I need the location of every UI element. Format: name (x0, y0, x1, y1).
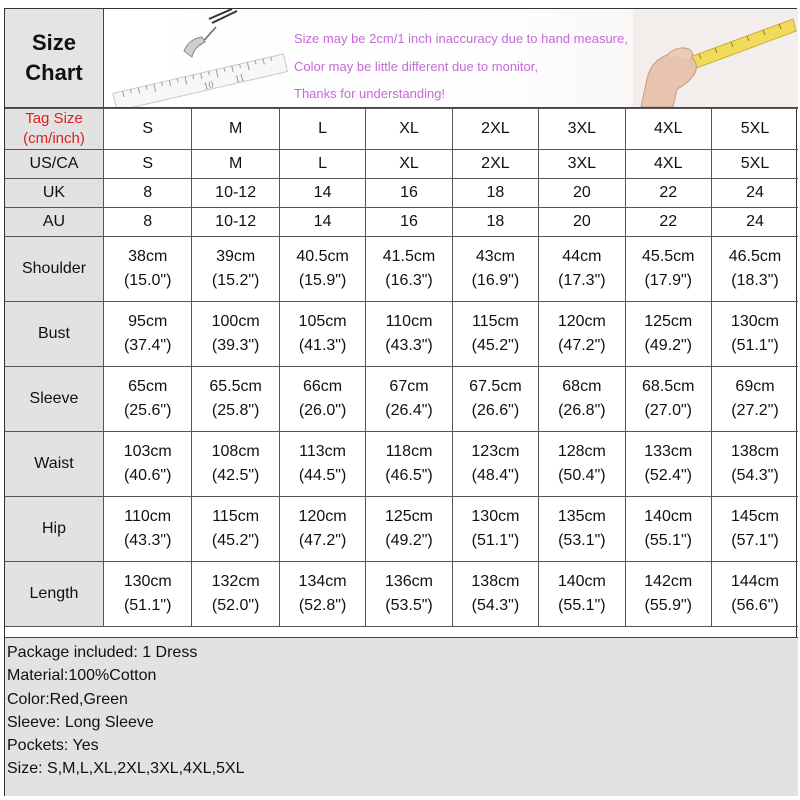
size-cell (711, 302, 798, 367)
title-line-1: Size (31, 30, 76, 55)
row-label (5, 367, 103, 432)
inch-value: (41.3") (298, 337, 347, 354)
inch-value: (46.5") (385, 467, 433, 484)
inch-value: (16.9") (471, 272, 520, 289)
inch-value: (47.2") (558, 337, 606, 354)
ruler-number-10: 10 (202, 79, 215, 93)
inch-value: (16.3") (385, 272, 433, 289)
inch-value: (50.4") (558, 467, 606, 484)
cm-value: 44cm (562, 248, 602, 265)
inch-value: (43.3") (123, 532, 172, 549)
size-cell: 8 (103, 179, 191, 208)
size-cell (452, 497, 538, 562)
size-cell (711, 237, 798, 302)
inch-value: (26.8") (558, 402, 606, 419)
size-cell: 14 (279, 208, 365, 237)
size-cell (103, 497, 191, 562)
inch-value: (49.2") (385, 532, 433, 549)
cm-value: 65.5cm (209, 378, 262, 395)
inch-value: (17.9") (644, 272, 692, 289)
info-sizes: Size: S,M,L,XL,2XL,3XL,4XL,5XL (7, 760, 245, 778)
inch-value: (26.4") (385, 402, 433, 419)
info-sleeve: Sleeve: Long Sleeve (7, 713, 154, 731)
inch-value: (27.2") (731, 402, 779, 419)
inch-value: (52.4") (644, 467, 692, 484)
size-cell (711, 432, 798, 497)
size-cell (625, 432, 711, 497)
size-cell (366, 237, 452, 302)
cm-value: 145cm (730, 508, 779, 525)
size-chart-title (5, 9, 104, 107)
row-label-line: (cm/inch) (23, 130, 85, 147)
cm-value: 133cm (644, 443, 693, 460)
inch-value: (25.8") (211, 402, 260, 419)
inch-value: (51.1") (471, 532, 520, 549)
size-cell: XL (366, 150, 452, 179)
size-cell: 22 (625, 179, 711, 208)
cm-value: 138cm (471, 573, 520, 590)
cm-value: 128cm (557, 443, 606, 460)
size-cell: 20 (539, 208, 625, 237)
inch-value: (51.1") (731, 337, 779, 354)
size-cell (279, 562, 365, 627)
inch-value: (18.3") (731, 272, 779, 289)
row-label-line: AU (42, 213, 66, 230)
row-label (5, 150, 103, 179)
table-row (5, 562, 798, 627)
row-label-line: Bust (37, 325, 70, 342)
table-row (5, 208, 798, 237)
inch-value: (45.2") (211, 532, 260, 549)
size-table (5, 108, 798, 627)
cm-value: 68.5cm (642, 378, 695, 395)
size-cell (192, 497, 279, 562)
cm-value: 43cm (475, 248, 515, 265)
size-cell (711, 497, 798, 562)
size-cell: 18 (452, 208, 538, 237)
cm-value: 115cm (212, 508, 260, 525)
size-cell (452, 432, 538, 497)
row-label-line: Tag Size (25, 110, 83, 127)
cm-value: 110cm (124, 508, 172, 525)
size-cell (452, 562, 538, 627)
size-cell (539, 562, 625, 627)
cm-value: 103cm (123, 443, 172, 460)
cm-value: 46.5cm (728, 248, 782, 265)
row-label-line: Length (29, 585, 79, 602)
cm-value: 135cm (557, 508, 606, 525)
cm-value: 67cm (389, 378, 429, 395)
cm-value: 115cm (471, 313, 519, 330)
info-material: Material:100%Cotton (7, 667, 157, 685)
cm-value: 100cm (211, 313, 260, 330)
row-label (5, 302, 103, 367)
size-cell (366, 367, 452, 432)
info-color: Color:Red,Green (7, 690, 128, 708)
size-cell: 5XL (711, 150, 798, 179)
row-label (5, 432, 103, 497)
cm-value: 140cm (644, 508, 693, 525)
size-cell (711, 367, 798, 432)
inch-value: (55.1") (558, 597, 606, 614)
cm-value: 110cm (385, 313, 433, 330)
table-row (5, 179, 798, 208)
cm-value: 138cm (730, 443, 779, 460)
inch-value: (26.0") (298, 402, 347, 419)
size-cell (192, 432, 279, 497)
chart-header (5, 9, 798, 108)
header-illustration (104, 9, 798, 107)
cm-value: 125cm (384, 508, 433, 525)
size-cell: 10-12 (192, 208, 279, 237)
inch-value: (54.3") (471, 597, 520, 614)
size-cell: S (103, 150, 191, 179)
inch-value: (49.2") (644, 337, 692, 354)
row-label (5, 237, 103, 302)
size-cell: 16 (366, 208, 452, 237)
row-label-line: Waist (34, 455, 74, 472)
cm-value: 130cm (730, 313, 779, 330)
inch-value: (51.1") (123, 597, 172, 614)
size-chart (4, 8, 797, 796)
row-label (5, 109, 103, 150)
cm-value: 69cm (735, 378, 775, 395)
size-cell (539, 432, 625, 497)
table-row (5, 302, 798, 367)
cm-value: 68cm (562, 378, 602, 395)
size-cell: 4XL (625, 150, 711, 179)
size-cell (366, 302, 452, 367)
cm-value: 118cm (385, 443, 433, 460)
inch-value: (37.4") (123, 337, 172, 354)
size-cell: 16 (366, 179, 452, 208)
size-cell (279, 432, 365, 497)
size-cell: 10-12 (192, 179, 279, 208)
size-cell (539, 367, 625, 432)
size-cell: 18 (452, 179, 538, 208)
size-cell (539, 302, 625, 367)
inch-value: (43.3") (385, 337, 433, 354)
row-label (5, 179, 103, 208)
inch-value: (56.6") (731, 597, 779, 614)
size-cell (103, 562, 191, 627)
title-line-2: Chart (25, 60, 83, 85)
cm-value: 142cm (644, 573, 693, 590)
cm-value: 40.5cm (296, 248, 349, 265)
row-label (5, 208, 103, 237)
table-row (5, 367, 798, 432)
info-pockets: Pockets: Yes (7, 737, 99, 755)
inch-value: (55.1") (644, 532, 692, 549)
cm-value: 136cm (384, 573, 433, 590)
size-cell: M (192, 150, 279, 179)
inch-value: (54.3") (731, 467, 779, 484)
size-cell (192, 562, 279, 627)
row-label (5, 497, 103, 562)
info-package: Package included: 1 Dress (7, 644, 198, 661)
cm-value: 140cm (557, 573, 606, 590)
size-cell (625, 302, 711, 367)
row-label-line: Hip (41, 520, 66, 537)
size-cell (539, 237, 625, 302)
cm-value: 120cm (557, 313, 606, 330)
table-row (5, 150, 798, 179)
inch-value: (53.5") (385, 597, 433, 614)
size-cell (103, 432, 191, 497)
cm-value: 65cm (128, 378, 168, 395)
size-cell: 14 (279, 179, 365, 208)
size-cell (625, 562, 711, 627)
notice-line-2: Color may be little different due to monitor, (294, 59, 538, 74)
inch-value: (53.1") (558, 532, 606, 549)
size-cell (711, 562, 798, 627)
size-cell (452, 237, 538, 302)
cm-value: 66cm (303, 378, 343, 395)
size-cell (279, 497, 365, 562)
inch-value: (25.6") (123, 402, 172, 419)
inch-value: (52.0") (211, 597, 260, 614)
notice-line-1: Size may be 2cm/1 inch inaccuracy due to hand measure, (294, 31, 628, 46)
size-cell: 3XL (539, 109, 625, 150)
size-cell (103, 302, 191, 367)
size-cell: XL (366, 109, 452, 150)
inch-value: (15.2") (211, 272, 260, 289)
cm-value: 120cm (298, 508, 347, 525)
cm-value: 125cm (644, 313, 693, 330)
size-cell (366, 497, 452, 562)
cm-value: 41.5cm (382, 248, 436, 265)
size-cell (452, 367, 538, 432)
size-cell (625, 497, 711, 562)
cm-value: 105cm (298, 313, 347, 330)
inch-value: (52.8") (298, 597, 347, 614)
inch-value: (27.0") (644, 402, 692, 419)
inch-value: (15.0") (123, 272, 172, 289)
size-cell (192, 237, 279, 302)
size-cell: 2XL (452, 109, 538, 150)
inch-value: (45.2") (471, 337, 520, 354)
size-cell: L (279, 109, 365, 150)
size-cell: 8 (103, 208, 191, 237)
row-label-line: UK (42, 184, 66, 201)
table-row (5, 237, 798, 302)
inch-value: (26.6") (471, 402, 520, 419)
inch-value: (40.6") (123, 467, 172, 484)
cm-value: 67.5cm (469, 378, 522, 395)
cm-value: 45.5cm (642, 248, 695, 265)
row-label-line: Shoulder (21, 260, 87, 277)
size-cell: L (279, 150, 365, 179)
size-cell: 22 (625, 208, 711, 237)
row-label-line: Sleeve (29, 390, 79, 407)
size-cell (452, 302, 538, 367)
size-cell: 24 (711, 208, 798, 237)
ruler-number-11: 11 (233, 72, 246, 86)
inch-value: (47.2") (298, 532, 347, 549)
cm-value: 123cm (471, 443, 520, 460)
cm-value: 132cm (211, 573, 260, 590)
size-cell: M (192, 109, 279, 150)
cm-value: 144cm (730, 573, 779, 590)
inch-value: (57.1") (731, 532, 779, 549)
cm-value: 39cm (216, 248, 256, 265)
cm-value: 95cm (128, 313, 168, 330)
inch-value: (42.5") (211, 467, 260, 484)
size-cell (192, 367, 279, 432)
size-cell: 5XL (711, 109, 798, 150)
inch-value: (44.5") (298, 467, 347, 484)
size-cell (103, 367, 191, 432)
cm-value: 38cm (128, 248, 168, 265)
inch-value: (17.3") (558, 272, 606, 289)
size-cell (539, 497, 625, 562)
size-cell (366, 562, 452, 627)
size-cell (279, 302, 365, 367)
row-label (5, 562, 103, 627)
product-info (5, 637, 798, 796)
size-cell (192, 302, 279, 367)
table-row (5, 109, 798, 150)
size-cell (279, 237, 365, 302)
size-cell: 2XL (452, 150, 538, 179)
size-cell: 24 (711, 179, 798, 208)
pencil-ruler-icon (104, 9, 294, 107)
table-row (5, 497, 798, 562)
inch-value: (55.9") (644, 597, 692, 614)
size-cell: 20 (539, 179, 625, 208)
cm-value: 113cm (299, 443, 346, 460)
cm-value: 134cm (298, 573, 347, 590)
size-cell (366, 432, 452, 497)
cm-value: 130cm (471, 508, 520, 525)
size-cell: 4XL (625, 109, 711, 150)
size-cell (279, 367, 365, 432)
notice-line-3: Thanks for understanding! (294, 86, 446, 101)
size-cell: S (103, 109, 191, 150)
row-label-line: US/CA (29, 155, 79, 172)
tape-measure-hand-icon (633, 9, 798, 107)
inch-value: (39.3") (211, 337, 260, 354)
size-cell (625, 367, 711, 432)
inch-value: (48.4") (471, 467, 520, 484)
cm-value: 108cm (211, 443, 260, 460)
size-cell: 3XL (539, 150, 625, 179)
table-row (5, 432, 798, 497)
cm-value: 130cm (123, 573, 172, 590)
size-cell (103, 237, 191, 302)
inch-value: (15.9") (298, 272, 347, 289)
size-cell (625, 237, 711, 302)
